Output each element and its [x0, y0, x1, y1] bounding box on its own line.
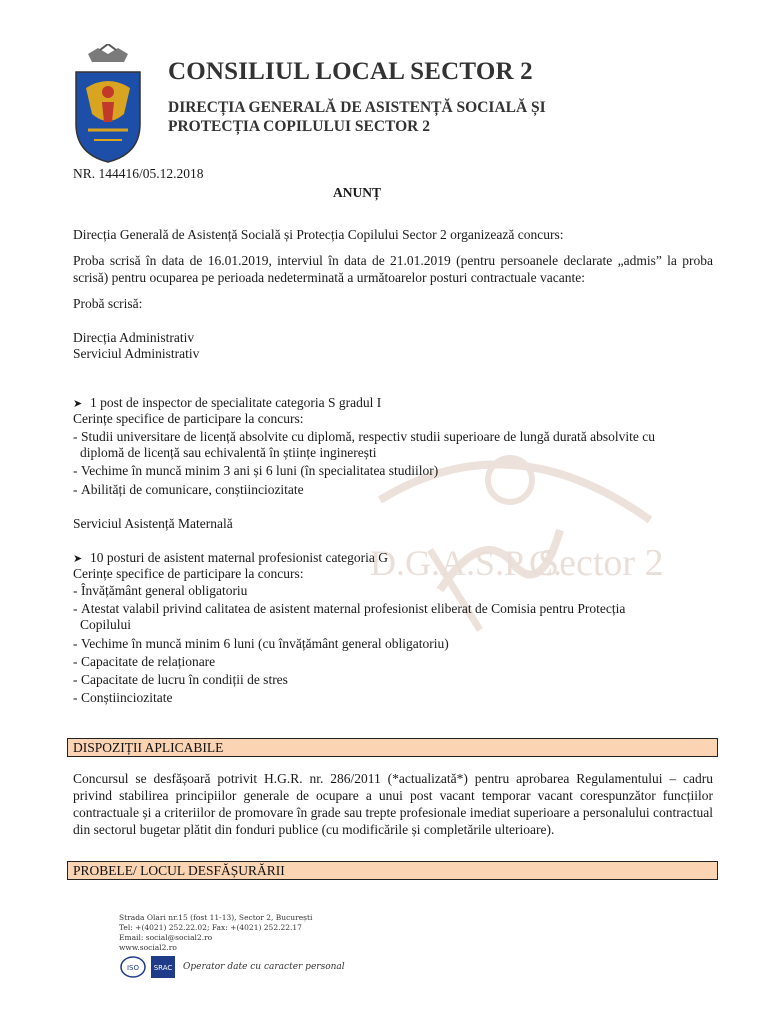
footer-website: www.social2.ro: [119, 943, 177, 952]
sector-2-crest: [74, 44, 142, 164]
post-label: 1 post de inspector de specialitate categoria S gradul I: [90, 395, 382, 410]
svg-text:Sector 2: Sector 2: [538, 542, 664, 584]
post-label: 10 posturi de asistent maternal profesionist categoria G: [90, 550, 389, 565]
requirement-item: - Învățământ general obligatoriu: [73, 583, 248, 598]
footer-email: Email: social@social2.ro: [119, 933, 213, 942]
dept-administrativ: Direcția Administrativ: [73, 330, 195, 345]
iso-certification-icon: [120, 955, 146, 979]
requirement-item: - Atestat valabil privind calitatea de asistent maternal profesionist eliberat de Comisia pentru Protecția: [73, 601, 626, 616]
requirement-item: - Vechime în muncă minim 3 ani și 6 luni (în specialitatea studiilor): [73, 463, 439, 478]
exam-dates-paragraph: Proba scrisă în data de 16.01.2019, interviul în data de 21.01.2019 (pentru persoanele declarate „admis” la proba scrisă) pentru ocuparea pe perioada nedeterminată a următoarelor posturi contractuale vacante:: [73, 253, 713, 285]
requirement-item-continued: Copilului: [80, 617, 132, 632]
direction-title-line2: PROTECȚIA COPILULUI SECTOR 2: [168, 118, 430, 135]
requirement-item: - Conștiinciozitate: [73, 690, 173, 705]
requirement-item: - Abilități de comunicare, conștiinciozitate: [73, 482, 304, 497]
svg-text:SRAC: SRAC: [153, 964, 173, 972]
written-test-label: Probă scrisă:: [73, 296, 143, 311]
footer-phone: Tel: +(4021) 252.22.02; Fax: +(4021) 252.22.17: [119, 923, 302, 932]
requirement-item: - Studii universitare de licență absolvite cu diplomă, respectiv studii superioare de lungă durată absolvite cu: [73, 429, 655, 444]
requirement-item: - Vechime în muncă minim 6 luni (cu învățământ general obligatoriu): [73, 636, 449, 651]
direction-title-line1: DIRECȚIA GENERALĂ DE ASISTENȚĂ SOCIALĂ ȘI: [168, 99, 546, 116]
requirements-label: Cerințe specifice de participare la concurs:: [73, 411, 304, 426]
footer-address: Strada Olari nr.15 (fost 11-13), Sector 2, București: [119, 913, 313, 922]
svg-text:D.G.A.S.P.C.: D.G.A.S.P.C.: [370, 543, 563, 583]
service-administrativ: Serviciul Administrativ: [73, 346, 200, 361]
arrow-bullet-icon: ➤: [73, 553, 83, 565]
section-header-dispozitii: DISPOZIȚII APLICABILE: [67, 738, 718, 757]
council-title: CONSILIUL LOCAL SECTOR 2: [168, 58, 533, 85]
section-header-probele: PROBELE/ LOCUL DESFĂȘURĂRII: [67, 861, 718, 880]
intro-text: Direcția Generală de Asistență Socială și Protecția Copilului Sector 2 organizează concurs:: [73, 227, 564, 242]
arrow-bullet-icon: ➤: [73, 398, 83, 410]
data-operator-note: Operator date cu caracter personal: [183, 962, 345, 972]
requirements-label: Cerințe specifice de participare la concurs:: [73, 566, 304, 581]
service-asistenta-maternala: Serviciul Asistență Maternală: [73, 516, 233, 531]
svg-text:ISO: ISO: [126, 964, 140, 972]
document-number: NR. 144416/05.12.2018: [73, 166, 204, 181]
requirement-item: - Capacitate de relaționare: [73, 654, 216, 669]
srac-certification-icon: [150, 955, 176, 979]
legal-basis-paragraph: Concursul se desfășoară potrivit H.G.R. nr. 286/2011 (*actualizată*) pentru aprobarea Regulamentului – cadru privind stabilirea principiilor generale de ocupare a unui post vacant temporar vacant corespunzător funcțiilor contractuale și a criteriilor de promovare în grade sau trepte profesionale imediat superioare a personalului contractual din sectorul bugetar plătit din fonduri publice (cu modificările și completările ulterioare).: [73, 771, 713, 837]
document-title: ANUNȚ: [333, 185, 382, 200]
requirement-item: - Capacitate de lucru în condiții de stres: [73, 672, 288, 687]
requirement-item-continued: diplomă de licență sau echivalentă în științe inginerești: [80, 445, 377, 460]
